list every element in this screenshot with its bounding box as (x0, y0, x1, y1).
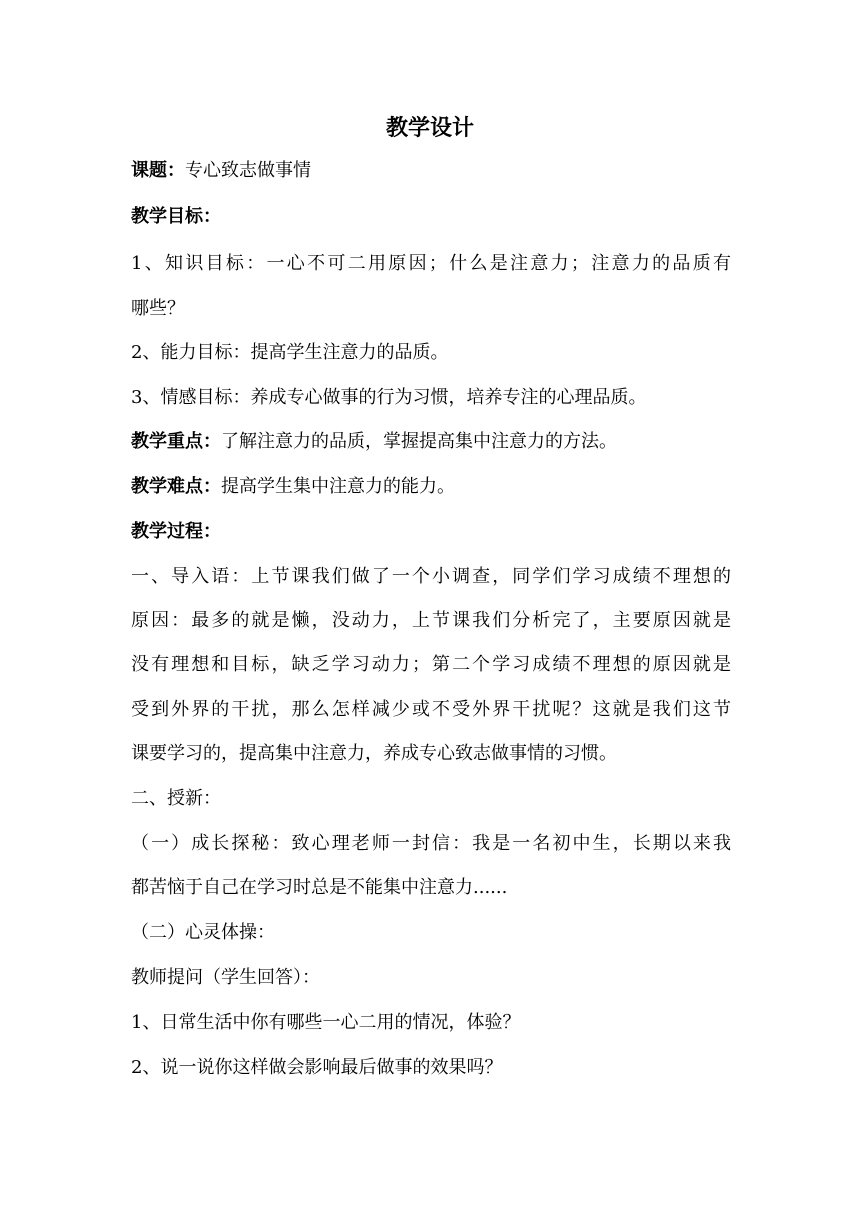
process-heading: 教学过程： (131, 521, 221, 542)
topic-label: 课题： (131, 160, 185, 181)
intro-line: 课要学习的，提高集中注意力，养成专心致志做事情的习惯。 (131, 743, 617, 764)
key-point-line (131, 429, 731, 455)
key-point-label: 教学重点： (131, 431, 221, 452)
intro-line: 原因：最多的就是懒，没动力，上节课我们分析完了，主要原因就是 (131, 610, 731, 631)
topic-value: 专心致志做事情 (185, 160, 311, 181)
objective-ability: 2、能力目标：提高学生注意力的品质。 (131, 342, 449, 363)
section1-line: 都苦恼于自己在学习时总是不能集中注意力...... (131, 877, 508, 898)
topic-line (131, 158, 731, 184)
intro-line: 一、导入语：上节课我们做了一个小调查，同学们学习成绩不理想的 (131, 566, 731, 587)
intro-line: 没有理想和目标，缺乏学习动力；第二个学习成绩不理想的原因就是 (131, 654, 731, 675)
intro-line: 受到外界的干扰，那么怎样减少或不受外界干扰呢？这就是我们这节 (131, 699, 731, 720)
difficulty-label: 教学难点： (131, 476, 221, 497)
question-item: 1、日常生活中你有哪些一心二用的情况，体验？ (131, 1012, 521, 1033)
objectives-heading: 教学目标： (131, 206, 221, 227)
objective-knowledge-line1: 1、知识目标：一心不可二用原因；什么是注意力；注意力的品质有 (131, 253, 731, 274)
difficulty-line (131, 474, 731, 500)
difficulty-value: 提高学生集中注意力的能力。 (221, 476, 455, 497)
new-lesson-heading: 二、授新： (131, 788, 221, 809)
question-item: 2、说一说你这样做会影响最后做事的效果吗？ (131, 1057, 503, 1078)
document-title: 教学设计 (385, 115, 474, 141)
key-point-value: 了解注意力的品质，掌握提高集中注意力的方法。 (221, 431, 617, 452)
objective-emotion: 3、情感目标：养成专心做事的行为习惯，培养专注的心理品质。 (131, 387, 647, 408)
teacher-question: 教师提问（学生回答）： (131, 967, 320, 988)
objective-knowledge-line2: 哪些？ (131, 298, 185, 319)
section1-line: （一）成长探秘：致心理老师一封信：我是一名初中生，长期以来我 (131, 833, 731, 854)
section2-heading: （二）心灵体操： (131, 922, 275, 943)
